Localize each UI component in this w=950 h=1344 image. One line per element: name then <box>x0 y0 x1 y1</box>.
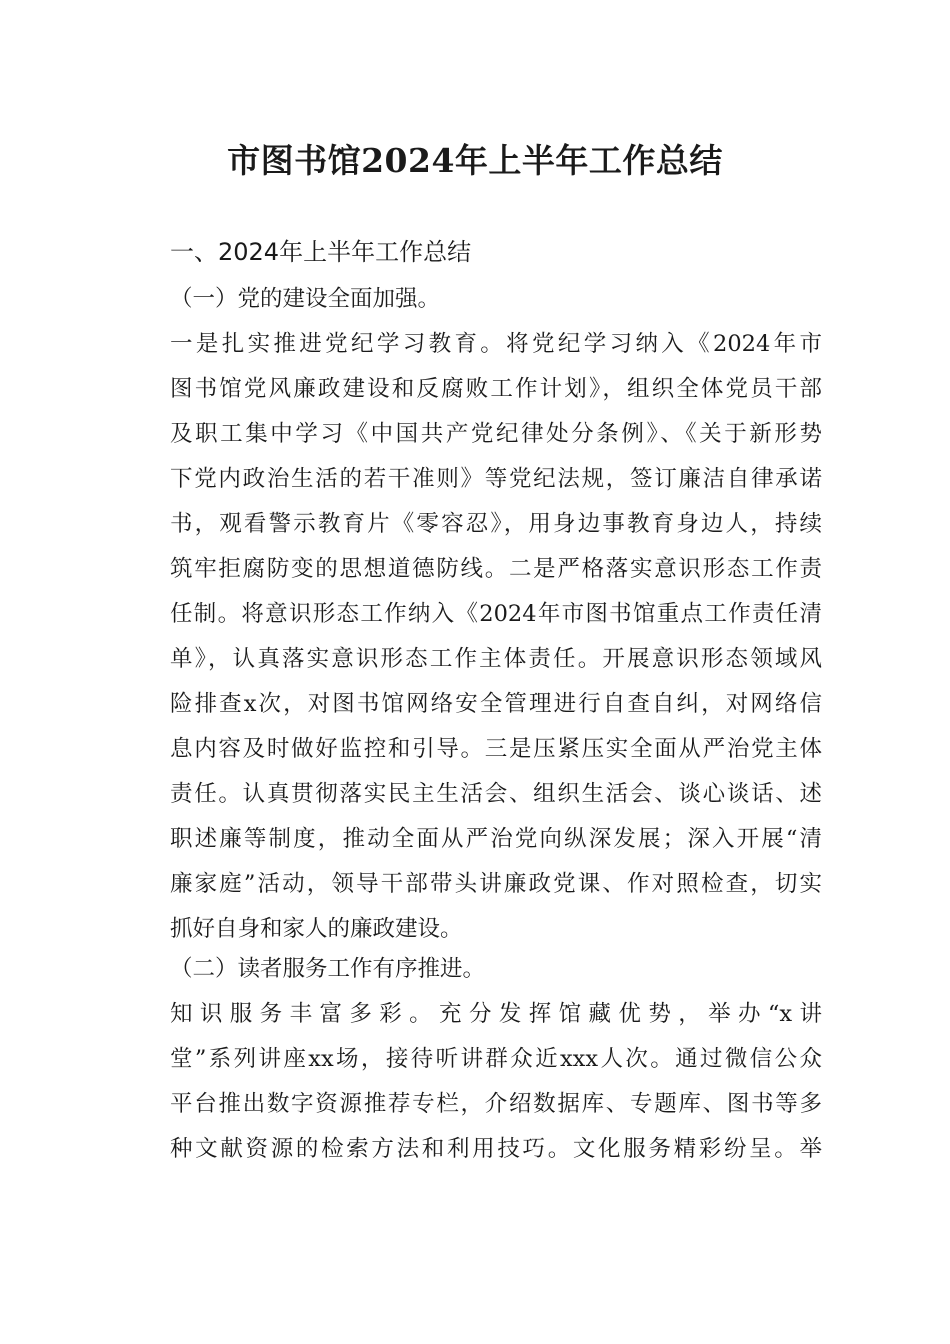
text-line: 息内容及时做好监控和引导。三是压紧压实全面从严治党主体 <box>170 736 822 762</box>
text-line: 抓好自身和家人的廉政建设。 <box>170 916 463 942</box>
text-line: 责任。认真贯彻落实民主生活会、组织生活会、谈心谈话、述 <box>170 781 822 807</box>
text-line: 图书馆党风廉政建设和反腐败工作计划》，组织全体党员干部 <box>170 376 822 402</box>
text-line: 下党内政治生活的若干准则》等党纪法规，签订廉洁自律承诺 <box>170 466 822 492</box>
subsection-heading-2: （二）读者服务工作有序推进。 <box>170 956 486 982</box>
subsection-heading-1: （一）党的建设全面加强。 <box>170 286 441 312</box>
paragraph-reader-services <box>128 992 822 1172</box>
page-title: 市图书馆2024年上半年工作总结 <box>227 141 723 180</box>
text-line: 单》，认真落实意识形态工作主体责任。开展意识形态领域风 <box>170 646 822 672</box>
text-line: 筑牢拒腐防变的思想道德防线。二是严格落实意识形态工作责 <box>170 556 822 582</box>
text-line: 廉家庭”活动，领导干部带头讲廉政党课、作对照检查，切实 <box>170 871 822 897</box>
text-line: 堂”系列讲座xx场，接待听讲群众近xxx人次。通过微信公众 <box>170 1046 822 1072</box>
text-line: 书，观看警示教育片《零容忍》，用身边事教育身边人，持续 <box>170 511 822 537</box>
text-line: 任制。将意识形态工作纳入《2024年市图书馆重点工作责任清 <box>170 601 822 627</box>
text-line: 一是扎实推进党纪学习教育。将党纪学习纳入《2024年市 <box>170 331 822 357</box>
text-line: 及职工集中学习《中国共产党纪律处分条例》、《关于新形势 <box>170 421 822 447</box>
section-heading-1: 一、2024年上半年工作总结 <box>170 238 472 266</box>
text-line: 职述廉等制度，推动全面从严治党向纵深发展；深入开展“清 <box>170 826 822 852</box>
text-line: 种文献资源的检索方法和利用技巧。文化服务精彩纷呈。举 <box>170 1136 822 1162</box>
paragraph-party-building <box>128 322 822 952</box>
text-line: 平台推出数字资源推荐专栏，介绍数据库、专题库、图书等多 <box>170 1091 822 1117</box>
text-line: 知识服务丰富多彩。充分发挥馆藏优势，举办“x讲 <box>170 1001 822 1027</box>
text-line: 险排查x次，对图书馆网络安全管理进行自查自纠，对网络信 <box>170 691 822 717</box>
